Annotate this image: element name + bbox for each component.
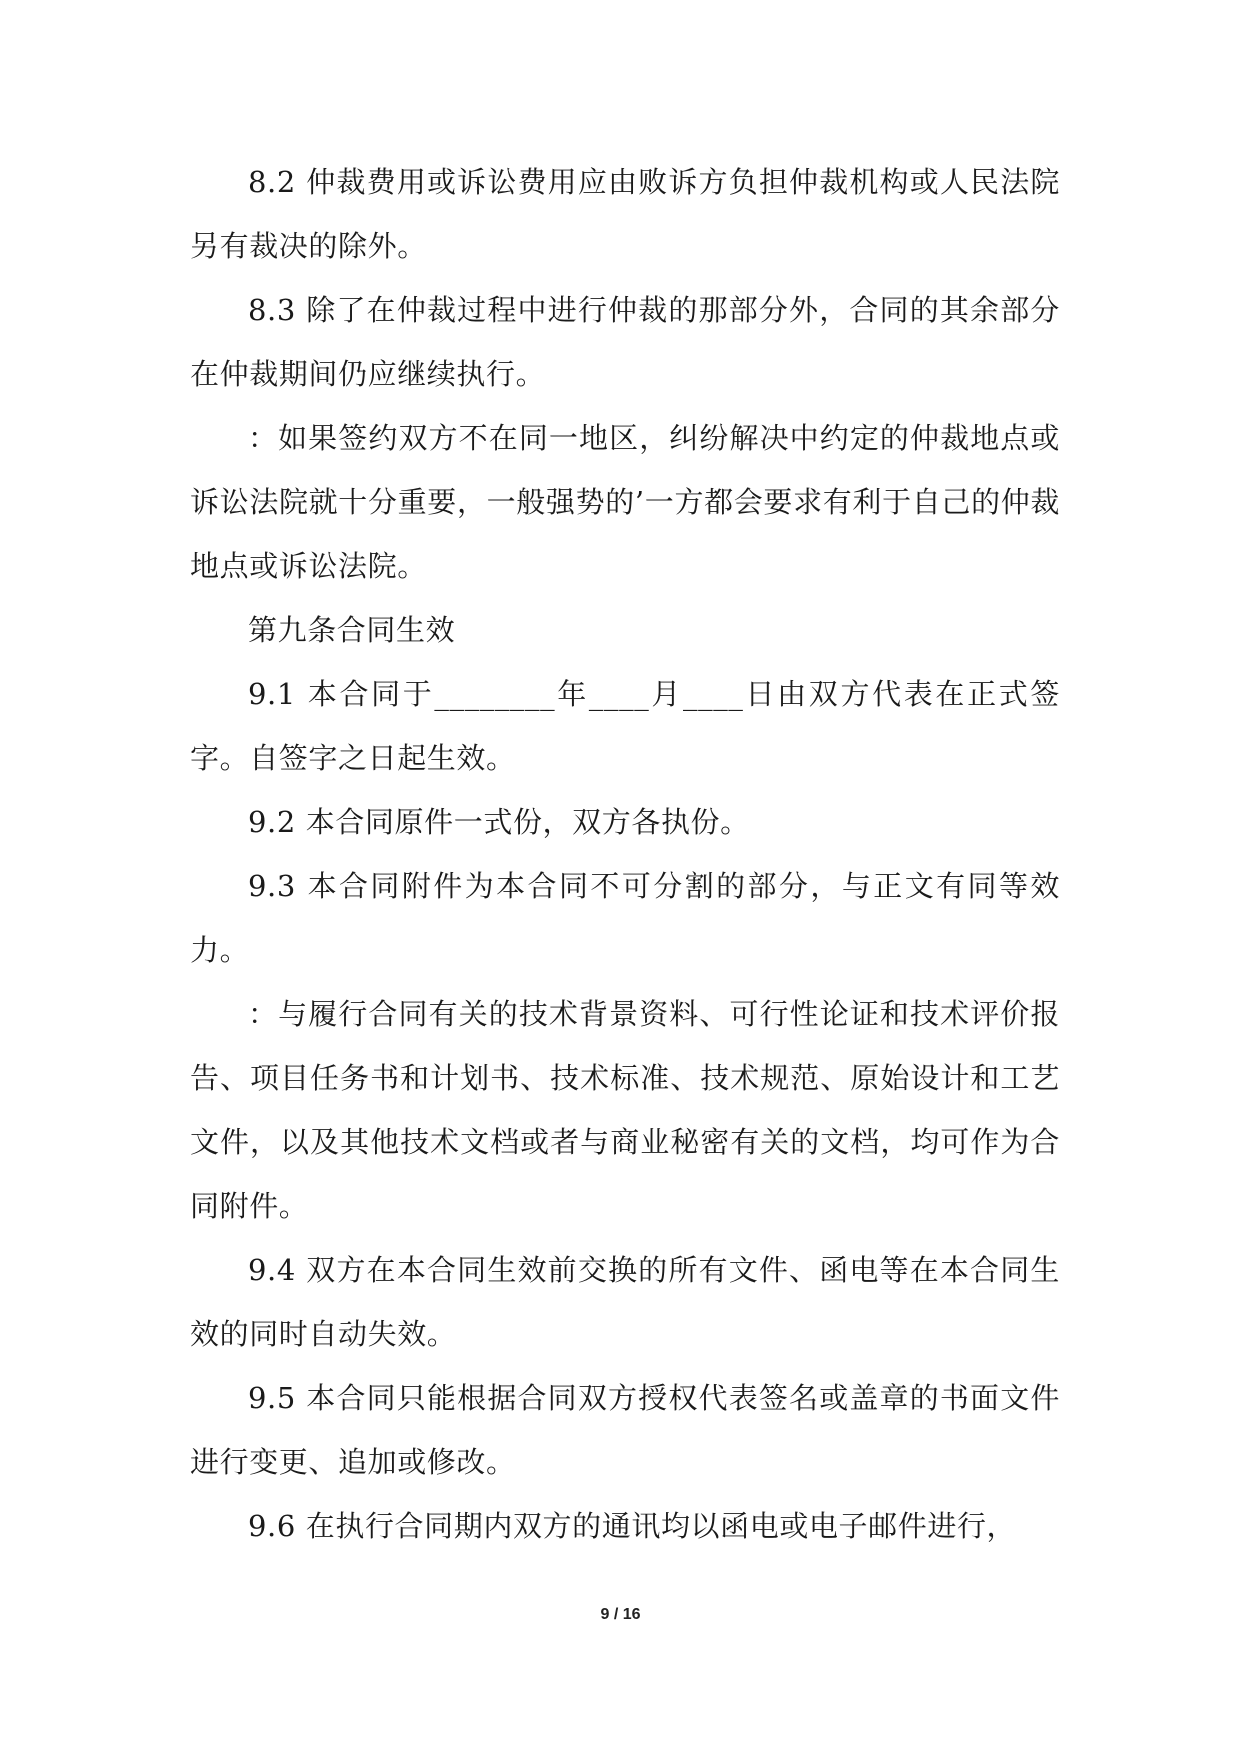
paragraph-8-3: 8.3 除了在仲裁过程中进行仲裁的那部分外，合同的其余部分在仲裁期间仍应继续执行。 [190, 293, 1060, 391]
paragraph-8-2: 8.2 仲裁费用或诉讼费用应由败诉方负担仲裁机构或人民法院另有裁决的除外。 [190, 165, 1060, 263]
paragraph-9-5: 9.5 本合同只能根据合同双方授权代表签名或盖章的书面文件进行变更、追加或修改。 [190, 1381, 1060, 1479]
paragraph-9-4: 9.4 双方在本合同生效前交换的所有文件、函电等在本合同生效的同时自动失效。 [190, 1253, 1060, 1351]
paragraph-9-3: 9.3 本合同附件为本合同不可分割的部分，与正文有同等效力。 [190, 869, 1060, 967]
paragraph-9-6: 9.6 在执行合同期内双方的通讯均以函电或电子邮件进行， [248, 1509, 1017, 1543]
document-body [190, 150, 1060, 1558]
paragraph-9-2: 9.2 本合同原件一式份，双方各执份。 [248, 805, 750, 839]
section-heading-article-9: 第九条合同生效 [248, 613, 456, 647]
page-number: 9 / 16 [600, 1606, 641, 1623]
note-arbitration-location: ：如果签约双方不在同一地区，纠纷解决中约定的仲裁地点或诉讼法院就十分重要，一般强势的’一方都会要求有利于自己的仲裁地点或诉讼法院。 [190, 421, 1060, 583]
paragraph-9-1: 9.1 本合同于________年____月____日由双方代表在正式签字。自签字之日起生效。 [190, 677, 1060, 775]
note-contract-attachments: ：与履行合同有关的技术背景资料、可行性论证和技术评价报告、项目任务书和计划书、技术标准、技术规范、原始设计和工艺文件，以及其他技术文档或者与商业秘密有关的文档，均可作为合同附件。 [190, 997, 1060, 1223]
